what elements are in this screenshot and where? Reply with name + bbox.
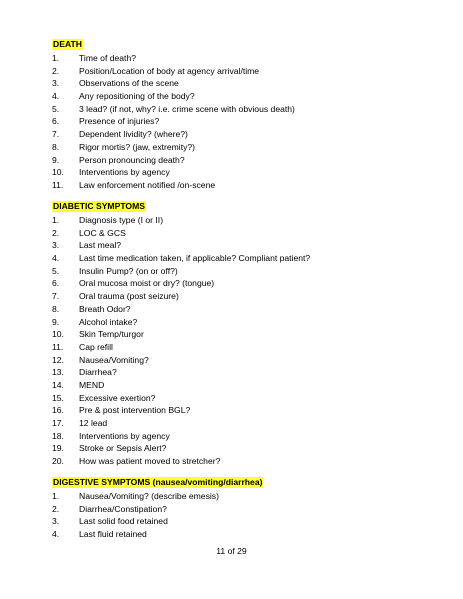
list-item (52, 430, 432, 443)
list-item-number: 12. (52, 354, 64, 365)
list-item-number: 4. (52, 253, 60, 264)
list-item (52, 90, 432, 103)
list-item-number: 1. (52, 215, 60, 225)
list-item-text: Any repositioning of the body? (79, 91, 195, 102)
list-item (52, 265, 432, 278)
list-item-number: 16. (52, 405, 64, 416)
list-item-number: 7. (52, 291, 60, 302)
list-item-text: Last solid food retained (79, 516, 168, 527)
list-item-number: 6. (52, 278, 60, 289)
numbered-list (52, 52, 432, 192)
list-item-number: 4. (52, 529, 60, 540)
list-item (52, 65, 432, 78)
list-item (52, 303, 432, 316)
list-item-text: Last fluid retained (79, 529, 147, 540)
list-item-text: Alcohol intake? (79, 316, 138, 327)
list-item-number: 7. (52, 129, 60, 140)
list-item-text: Law enforcement notified /on-scene (79, 179, 216, 190)
list-item-number: 8. (52, 141, 60, 152)
list-item-number: 19. (52, 443, 64, 454)
list-item-text: 12 lead (79, 418, 108, 428)
list-item-number: 2. (52, 65, 60, 76)
list-item (52, 103, 432, 116)
list-item-text: Skin Temp/turgor (79, 329, 144, 340)
list-item-text: Dependent lividity? (where?) (79, 129, 188, 140)
list-item-number: 5. (52, 103, 60, 114)
list-item-text: Time of death? (79, 53, 137, 63)
list-item-text: Nausea/Vomiting? (describe emesis) (79, 491, 219, 501)
list-item-text: Person pronouncing death? (79, 154, 185, 165)
list-item (52, 77, 432, 90)
list-item (52, 252, 432, 265)
list-item (52, 341, 432, 354)
list-item-text: 3 lead? (if not, why? i.e. crime scene with obvious death) (79, 103, 295, 114)
list-item-number: 5. (52, 265, 60, 276)
list-item-number: 10. (52, 329, 64, 340)
list-item-number: 4. (52, 91, 60, 102)
list-item-text: Position/Location of body at agency arrival/time (79, 65, 260, 76)
list-item-number: 3. (52, 516, 60, 527)
list-item (52, 328, 432, 341)
list-item-number: 13. (52, 367, 64, 378)
list-item-number: 17. (52, 418, 64, 428)
list-item (52, 179, 432, 192)
list-item (52, 277, 432, 290)
list-item-number: 3. (52, 240, 60, 251)
list-item (52, 128, 432, 141)
section-heading: DIABETIC SYMPTOMS (53, 201, 145, 211)
list-item (52, 227, 432, 240)
list-item-number: 14. (52, 379, 64, 390)
list-item-text: Pre & post intervention BGL? (79, 405, 191, 416)
numbered-list (52, 490, 432, 541)
list-item (52, 52, 432, 65)
list-item (52, 404, 432, 417)
list-item (52, 154, 432, 167)
list-item-text: How was patient moved to stretcher? (79, 456, 221, 467)
list-item-number: 9. (52, 154, 60, 165)
list-item (52, 239, 432, 252)
list-item (52, 528, 432, 541)
list-item (52, 366, 432, 379)
list-item-text: Diarrhea? (79, 367, 117, 378)
list-item-text: Observations of the scene (79, 78, 179, 89)
list-item-number: 2. (52, 503, 60, 514)
list-item-text: Presence of injuries? (79, 116, 160, 127)
list-item-number: 11. (52, 341, 64, 352)
list-item-number: 20. (52, 456, 64, 467)
list-item-text: Oral trauma (post seizure) (79, 291, 179, 302)
page-number: 11 of 29 (216, 546, 247, 556)
list-item-text: Breath Odor? (79, 303, 131, 314)
list-item-text: Diarrhea/Constipation? (79, 503, 167, 514)
section-heading: DEATH (53, 39, 82, 49)
list-item (52, 392, 432, 405)
list-item (52, 316, 432, 329)
list-item-text: Cap refill (79, 341, 113, 352)
list-item (52, 515, 432, 528)
list-item-number: 6. (52, 116, 60, 127)
list-item-text: MEND (79, 379, 105, 390)
list-item (52, 166, 432, 179)
list-item-number: 1. (52, 491, 60, 501)
list-item (52, 417, 432, 430)
list-item-number: 3. (52, 78, 60, 89)
list-item-number: 18. (52, 430, 64, 441)
list-item-text: Oral mucosa moist or dry? (tongue) (79, 278, 215, 289)
list-item (52, 379, 432, 392)
list-item-text: LOC & GCS (79, 227, 126, 238)
list-item (52, 455, 432, 468)
list-item-number: 9. (52, 316, 60, 327)
list-item-number: 2. (52, 227, 60, 238)
list-item-text: Diagnosis type (I or II) (79, 215, 164, 225)
list-item (52, 115, 432, 128)
list-item (52, 503, 432, 516)
numbered-list (52, 214, 432, 468)
list-item-text: Excessive exertion? (79, 392, 156, 403)
section-diabetic-symptoms (52, 196, 432, 468)
list-item (52, 490, 432, 503)
list-item-number: 15. (52, 392, 64, 403)
list-item-number: 1. (52, 53, 60, 63)
list-item-text: Interventions by agency (79, 167, 170, 178)
list-item-text: Last time medication taken, if applicable? Compliant patient? (79, 253, 311, 264)
list-item (52, 354, 432, 367)
list-item-number: 11. (52, 179, 64, 190)
list-item-number: 8. (52, 303, 60, 314)
list-item-text: Rigor mortis? (jaw, extremity?) (79, 141, 196, 152)
list-item-text: Insulin Pump? (on or off?) (79, 265, 178, 276)
list-item-text: Interventions by agency (79, 430, 170, 441)
list-item-number: 10. (52, 167, 64, 178)
section-death (52, 34, 432, 192)
list-item-text: Last meal? (79, 240, 122, 251)
section-digestive-symptoms (52, 472, 432, 541)
list-item (52, 442, 432, 455)
list-item-text: Stroke or Sepsis Alert? (79, 443, 167, 454)
list-item-text: Nausea/Vomiting? (79, 354, 149, 365)
list-item (52, 214, 432, 227)
section-heading: DIGESTIVE SYMPTOMS (nausea/vomiting/diarrhea) (53, 477, 263, 487)
list-item (52, 290, 432, 303)
list-item (52, 141, 432, 154)
